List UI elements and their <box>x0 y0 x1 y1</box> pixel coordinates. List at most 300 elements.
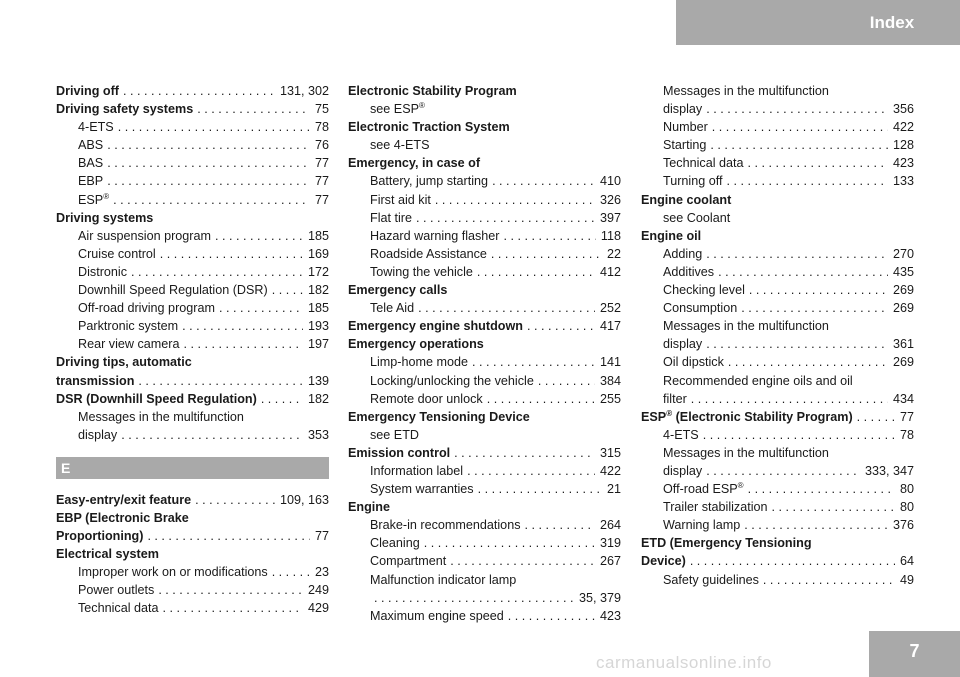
index-subentry <box>641 353 914 371</box>
index-subentry <box>348 571 621 589</box>
entry-text <box>370 136 430 154</box>
index-subentry <box>56 154 329 172</box>
entry-text <box>663 390 687 408</box>
index-subentry <box>56 599 329 617</box>
page-reference: 326 <box>599 192 621 207</box>
index-entry <box>641 191 914 209</box>
entry-label: System warranties <box>370 482 474 497</box>
entry-text <box>370 172 488 190</box>
page-reference: 77 <box>314 174 329 189</box>
entry-label: display <box>78 427 118 442</box>
dot-leader <box>215 227 303 245</box>
entry-text <box>663 82 829 100</box>
index-entry <box>56 372 329 390</box>
entry-text <box>78 317 178 335</box>
entry-label: Off-road driving program <box>78 301 215 316</box>
entry-label: Driving safety systems <box>56 102 194 117</box>
index-subentry <box>641 136 914 154</box>
entry-label: Turning off <box>663 174 723 189</box>
page-reference: 78 <box>314 120 329 135</box>
index-subentry <box>641 209 914 227</box>
page-reference: 361 <box>892 337 914 352</box>
entry-text <box>348 154 480 172</box>
page-reference: 185 <box>307 228 329 243</box>
entry-text <box>370 552 446 570</box>
entry-text <box>370 299 414 317</box>
entry-label: ESP <box>78 192 104 207</box>
entry-text <box>663 263 714 281</box>
entry-text <box>663 317 829 335</box>
entry-text <box>641 227 701 245</box>
dot-leader <box>477 263 595 281</box>
dot-leader <box>121 426 303 444</box>
dot-leader <box>113 191 310 209</box>
index-entry <box>56 527 329 545</box>
entry-text <box>663 299 737 317</box>
index-subentry <box>348 172 621 190</box>
dot-leader <box>424 534 595 552</box>
entry-label: Messages in the multifunction <box>663 445 829 460</box>
page-reference: 80 <box>899 482 914 497</box>
entry-text <box>663 372 853 390</box>
entry-text <box>370 191 431 209</box>
entry-text <box>663 480 744 498</box>
entry-text <box>56 509 189 527</box>
dot-leader <box>706 245 888 263</box>
entry-text <box>370 227 500 245</box>
dot-leader <box>691 390 888 408</box>
dot-leader <box>703 426 895 444</box>
entry-text <box>78 191 109 209</box>
entry-text <box>78 335 179 353</box>
dot-leader <box>272 281 303 299</box>
index-entry <box>641 552 914 570</box>
dot-leader <box>261 390 303 408</box>
registered-mark: ® <box>737 480 744 490</box>
entry-label: Locking/unlocking the vehicle <box>370 373 534 388</box>
entry-label: Recommended engine oils and oil <box>663 373 853 388</box>
entry-label: DSR (Downhill Speed Regulation) <box>56 391 257 406</box>
dot-leader <box>744 516 888 534</box>
page-reference: 77 <box>314 192 329 207</box>
entry-label: Engine oil <box>641 228 702 243</box>
dot-leader <box>710 136 888 154</box>
index-subentry <box>641 516 914 534</box>
page-reference: 77 <box>899 409 914 424</box>
entry-text <box>78 426 117 444</box>
index-subentry <box>348 353 621 371</box>
page-reference: 182 <box>307 283 329 298</box>
index-entry <box>56 390 329 408</box>
entry-text <box>370 245 487 263</box>
dot-leader <box>195 491 275 509</box>
entry-label: see Coolant <box>663 210 731 225</box>
page-reference: 422 <box>599 463 621 478</box>
index-entry <box>56 100 329 118</box>
entry-text <box>370 516 521 534</box>
page-reference: 118 <box>600 228 621 243</box>
entry-text <box>663 100 702 118</box>
index-entry <box>56 509 329 527</box>
index-subentry <box>56 245 329 263</box>
index-entry <box>56 491 329 509</box>
entry-text <box>56 353 192 371</box>
page-reference: 267 <box>599 554 621 569</box>
index-subentry <box>641 100 914 118</box>
entry-text <box>56 209 153 227</box>
entry-label: Oil dipstick <box>663 355 724 370</box>
index-subentry <box>348 589 621 607</box>
entry-text <box>663 335 702 353</box>
page-reference: 356 <box>892 102 914 117</box>
entry-label: Messages in the multifunction <box>78 409 244 424</box>
index-list-e-continued <box>348 82 621 625</box>
index-subentry <box>348 390 621 408</box>
entry-text <box>78 581 154 599</box>
entry-label: 4-ETS <box>78 120 114 135</box>
index-entry <box>56 209 329 227</box>
entry-label: Air suspension program <box>78 228 211 243</box>
page-reference: 384 <box>599 373 621 388</box>
index-subentry <box>56 136 329 154</box>
entry-text <box>348 82 517 100</box>
page-reference: 49 <box>899 572 914 587</box>
dot-leader <box>763 571 895 589</box>
page-reference: 182 <box>307 391 329 406</box>
entry-text <box>348 118 510 136</box>
entry-label: Engine coolant <box>641 192 732 207</box>
entry-label: ESP <box>641 409 667 424</box>
entry-label: Trailer stabilization <box>663 500 768 515</box>
entry-label: Roadside Assistance <box>370 246 487 261</box>
index-subentry <box>641 372 914 390</box>
entry-text <box>78 136 103 154</box>
index-list-e <box>56 491 329 618</box>
page-reference: 109, 163 <box>279 492 329 507</box>
index-entry <box>348 154 621 172</box>
entry-label: Starting <box>663 138 707 153</box>
entry-label: ABS <box>78 138 104 153</box>
entry-label: Emission control <box>348 445 451 460</box>
index-subentry <box>641 82 914 100</box>
entry-text <box>370 390 483 408</box>
entry-label: Additives <box>663 264 715 279</box>
index-subentry <box>348 516 621 534</box>
index-list-e-continued-2 <box>641 82 914 589</box>
entry-label: display <box>663 463 703 478</box>
entry-label: Off-road ESP <box>663 482 738 497</box>
dot-leader <box>712 118 888 136</box>
entry-text <box>56 527 143 545</box>
entry-label: Warning lamp <box>663 518 741 533</box>
entry-text <box>663 462 702 480</box>
page-reference: 64 <box>899 554 914 569</box>
entry-text <box>663 118 708 136</box>
dot-leader <box>741 299 888 317</box>
page-reference: 78 <box>899 427 914 442</box>
index-entry <box>641 227 914 245</box>
page-reference: 412 <box>599 264 621 279</box>
entry-label: ETD (Emergency Tensioning <box>641 536 812 551</box>
dot-leader <box>418 299 595 317</box>
index-subentry <box>56 191 329 209</box>
page-reference: 397 <box>599 210 621 225</box>
entry-text <box>663 571 759 589</box>
page-reference: 77 <box>314 156 329 171</box>
entry-label: 4-ETS <box>663 427 699 442</box>
index-subentry <box>56 281 329 299</box>
index-subentry <box>641 390 914 408</box>
dot-leader <box>107 136 310 154</box>
page-reference: 80 <box>899 500 914 515</box>
index-subentry <box>641 154 914 172</box>
entry-text <box>641 191 731 209</box>
dot-leader <box>525 516 595 534</box>
watermark-text: carmanualsonline.info <box>596 653 772 672</box>
page-reference: 139 <box>307 373 329 388</box>
entry-text <box>641 552 686 570</box>
entry-label: EBP (Electronic Brake <box>56 510 189 525</box>
dot-leader <box>492 172 595 190</box>
dot-leader <box>454 444 595 462</box>
dot-leader <box>748 154 888 172</box>
entry-label-continued: (Electronic Stability Program) <box>672 409 853 424</box>
page-reference: 435 <box>892 264 914 279</box>
entry-label: Adding <box>663 246 703 261</box>
entry-label: Emergency calls <box>348 283 448 298</box>
index-entry <box>641 534 914 552</box>
index-subentry <box>56 299 329 317</box>
page-reference: 185 <box>307 301 329 316</box>
index-column-3 <box>641 82 914 589</box>
page-reference: 417 <box>599 319 621 334</box>
entry-text <box>348 281 447 299</box>
entry-label: BAS <box>78 156 104 171</box>
entry-label: Rear view camera <box>78 337 180 352</box>
dot-leader <box>508 607 595 625</box>
registered-mark: ® <box>666 408 673 418</box>
entry-label: Towing the vehicle <box>370 264 473 279</box>
entry-text <box>370 607 504 625</box>
entry-label: Compartment <box>370 554 447 569</box>
index-entry <box>348 444 621 462</box>
index-entry <box>348 317 621 335</box>
entry-text <box>78 563 268 581</box>
index-subentry <box>56 408 329 426</box>
entry-text <box>78 118 114 136</box>
entry-text <box>370 426 419 444</box>
entry-text <box>78 154 103 172</box>
index-entry <box>56 82 329 100</box>
index-subentry <box>348 245 621 263</box>
dot-leader <box>491 245 602 263</box>
dot-leader <box>118 118 310 136</box>
dot-leader <box>197 100 310 118</box>
index-subentry <box>348 426 621 444</box>
page-reference: 423 <box>892 156 914 171</box>
entry-label: display <box>663 102 703 117</box>
entry-text <box>663 136 706 154</box>
entry-label: Emergency operations <box>348 337 484 352</box>
entry-text <box>78 299 215 317</box>
dot-leader <box>123 82 275 100</box>
page-reference: 249 <box>307 583 329 598</box>
index-subentry <box>56 317 329 335</box>
entry-text <box>641 408 853 426</box>
index-subentry <box>348 480 621 498</box>
dot-leader <box>182 317 303 335</box>
dot-leader <box>706 100 888 118</box>
entry-text <box>348 317 523 335</box>
entry-text <box>370 480 474 498</box>
index-subentry <box>56 563 329 581</box>
index-column-1 <box>56 82 329 618</box>
entry-label: Brake-in recommendations <box>370 518 521 533</box>
entry-label: Engine <box>348 500 390 515</box>
dot-leader <box>138 372 303 390</box>
page-reference: 410 <box>599 174 621 189</box>
index-subentry <box>56 263 329 281</box>
index-title: Index <box>869 12 915 32</box>
entry-text <box>56 82 119 100</box>
entry-label: Malfunction indicator lamp <box>370 572 517 587</box>
entry-text <box>78 408 244 426</box>
page-number: 7 <box>909 641 920 661</box>
index-entry <box>348 82 621 100</box>
entry-text <box>370 372 534 390</box>
dot-leader <box>748 480 895 498</box>
page-reference: 133 <box>892 174 914 189</box>
page-reference: 269 <box>892 301 914 316</box>
page-reference: 429 <box>307 601 329 616</box>
entry-text <box>663 209 730 227</box>
page-reference: 315 <box>599 445 621 460</box>
entry-text <box>663 154 744 172</box>
index-subentry <box>56 227 329 245</box>
entry-text <box>641 534 812 552</box>
dot-leader <box>706 335 888 353</box>
entry-text <box>56 100 193 118</box>
entry-text <box>663 444 829 462</box>
index-subentry <box>348 263 621 281</box>
index-subentry <box>641 426 914 444</box>
index-subentry <box>641 444 914 462</box>
page-reference: 75 <box>314 102 329 117</box>
page-reference: 269 <box>892 283 914 298</box>
entry-label: Flat tire <box>370 210 412 225</box>
entry-text <box>663 281 745 299</box>
entry-label: Electronic Stability Program <box>348 84 517 98</box>
dot-leader <box>374 589 574 607</box>
page-reference: 264 <box>599 518 621 533</box>
entry-text <box>78 172 103 190</box>
index-subentry <box>348 372 621 390</box>
dot-leader <box>690 552 895 570</box>
entry-label: Driving off <box>56 84 119 98</box>
entry-label: Checking level <box>663 283 745 298</box>
page-reference: 141 <box>599 355 621 370</box>
index-entry <box>348 118 621 136</box>
dot-leader <box>158 581 303 599</box>
index-list-d <box>56 82 329 444</box>
page-reference: 269 <box>892 355 914 370</box>
entry-text <box>663 172 723 190</box>
registered-mark: ® <box>103 191 110 201</box>
entry-label: Electrical system <box>56 547 159 562</box>
entry-text <box>78 245 156 263</box>
index-subentry <box>641 335 914 353</box>
index-subentry <box>641 317 914 335</box>
entry-text <box>370 534 420 552</box>
entry-label: Technical data <box>663 156 744 171</box>
index-subentry <box>348 534 621 552</box>
dot-leader <box>857 408 895 426</box>
page-reference: 376 <box>892 518 914 533</box>
entry-text <box>78 281 268 299</box>
page-reference: 252 <box>599 301 621 316</box>
entry-text <box>56 372 134 390</box>
index-subentry <box>348 227 621 245</box>
dot-leader <box>487 390 595 408</box>
entry-label: Messages in the multifunction <box>663 84 829 98</box>
index-subentry <box>348 209 621 227</box>
dot-leader <box>272 563 310 581</box>
entry-label: Emergency, in case of <box>348 156 481 171</box>
page-reference: 333, 347 <box>864 463 914 478</box>
entry-text <box>78 263 127 281</box>
dot-leader <box>538 372 595 390</box>
page-reference: 23 <box>314 565 329 580</box>
section-header-e <box>56 457 329 479</box>
entry-label: Device) <box>641 554 686 569</box>
page-reference: 270 <box>892 246 914 261</box>
index-subentry <box>56 581 329 599</box>
index-subentry <box>56 118 329 136</box>
entry-text <box>370 353 468 371</box>
entry-label: Parktronic system <box>78 319 179 334</box>
entry-label: see 4-ETS <box>370 138 430 153</box>
dot-leader <box>107 154 310 172</box>
dot-leader <box>772 498 895 516</box>
entry-text <box>370 209 412 227</box>
index-subentry <box>641 498 914 516</box>
dot-leader <box>467 462 595 480</box>
index-subentry <box>641 118 914 136</box>
entry-label: Consumption <box>663 301 738 316</box>
page-number-tab <box>869 631 960 677</box>
dot-leader <box>727 172 888 190</box>
entry-label: Electronic Traction System <box>348 120 510 135</box>
dot-leader <box>749 281 888 299</box>
entry-label: First aid kit <box>370 192 431 207</box>
entry-text <box>663 245 702 263</box>
entry-label: Technical data <box>78 601 159 616</box>
index-subentry <box>56 335 329 353</box>
dot-leader <box>728 353 888 371</box>
index-entry <box>348 498 621 516</box>
entry-label: Maximum engine speed <box>370 608 504 623</box>
index-entry <box>348 408 621 426</box>
dot-leader <box>435 191 595 209</box>
dot-leader <box>160 245 303 263</box>
dot-leader <box>527 317 595 335</box>
index-subentry <box>641 172 914 190</box>
page-reference: 193 <box>307 319 329 334</box>
entry-label: Easy-entry/exit feature <box>56 492 192 507</box>
dot-leader <box>107 172 310 190</box>
index-entry <box>348 281 621 299</box>
dot-leader <box>472 353 595 371</box>
